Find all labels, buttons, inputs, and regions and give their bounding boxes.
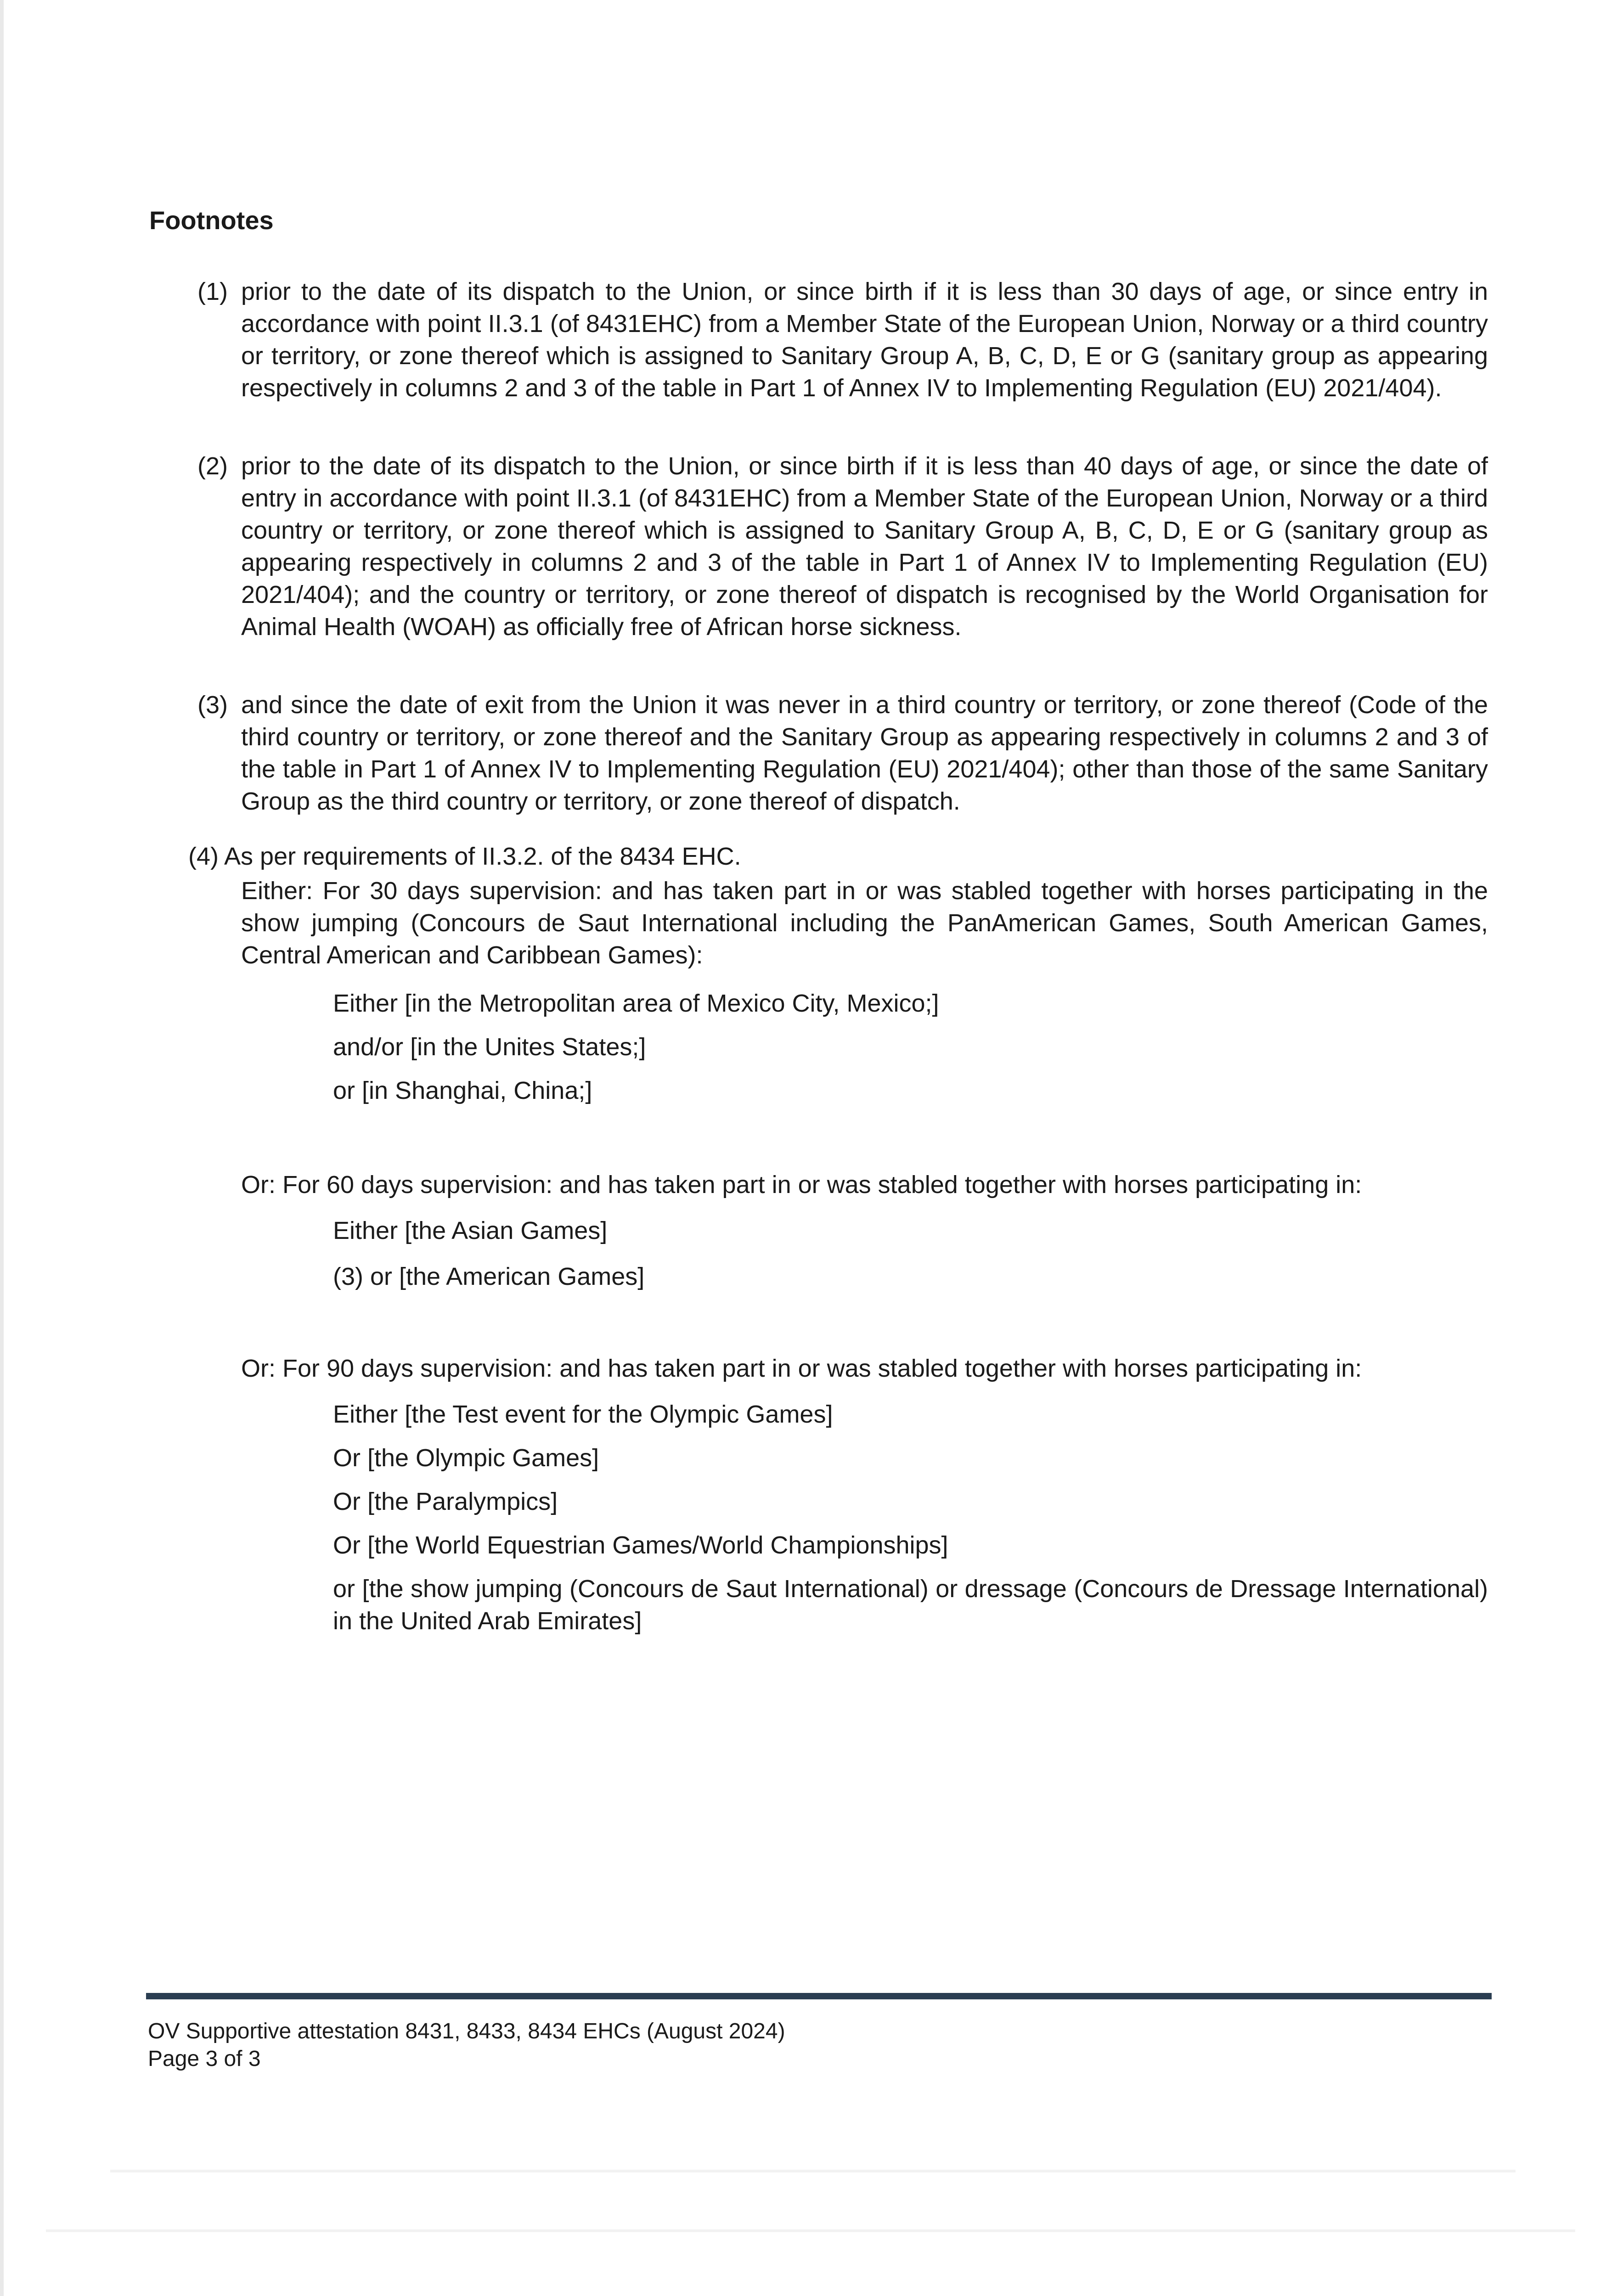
footnote-text: prior to the date of its dispatch to the Union, or since birth if it is less than 40 days of age, or since the date of entry in accordance with point II.3.1 (of 8431EHC) from a Member State of the European Union, Norway or a third country or territory, or zone thereof which is assigned to Sanitary Group A, B, C, D, E or G (sanitary group as appearing respectively in columns 2 and 3 of the table in Part 1 of Annex IV to Implementing Regulation (EU) 2021/404); and the country or territory, or zone thereof of dispatch is recognised by the World Organisation for Animal Health (WOAH) as officially free of African horse sickness. (241, 452, 1488, 641)
list-90-item: Or [the Paralympics] (333, 1488, 558, 1515)
footnote-number: (2) (197, 452, 228, 480)
footnote-text: and since the date of exit from the Union it was never in a third country or territory, or zone thereof (Code of the third country or territory, or zone thereof and the Sanitary Group as appearing respectively in columns 2 and 3 of the table in Part 1 of Annex IV to Implementing Regulation (EU) 2021/404); other than those of the same Sanitary Group as the third country or territory, or zone thereof of dispatch. (241, 691, 1488, 815)
footnote-4-or-90-days: Or: For 90 days supervision: and has taken part in or was stabled together with horses participating in: (241, 1355, 1362, 1382)
list-30-item: Either [in the Metropolitan area of Mexico City, Mexico;] (333, 990, 939, 1017)
scan-smudge (110, 2170, 1516, 2172)
footnote-number: (1) (197, 278, 228, 305)
list-30-item: or [in Shanghai, China;] (333, 1077, 592, 1104)
list-90-item: or [the show jumping (Concours de Saut International) or dressage (Concours de Dressage International) in the United Arab Emirates] (333, 1575, 1488, 1635)
list-30-item: and/or [in the Unites States;] (333, 1033, 646, 1061)
footer-page-number: Page 3 of 3 (148, 2047, 261, 2071)
list-60-item: (3) or [the American Games] (333, 1263, 645, 1290)
footnote-4-intro: (4) As per requirements of II.3.2. of the 8434 EHC. (188, 843, 741, 870)
list-90-item: Either [the Test event for the Olympic Games] (333, 1401, 833, 1428)
list-90-item: Or [the Olympic Games] (333, 1444, 599, 1472)
footer-title: OV Supportive attestation 8431, 8433, 8434 EHCs (August 2024) (148, 2019, 785, 2043)
footnote-text: prior to the date of its dispatch to the Union, or since birth if it is less than 30 days of age, or since entry in accordance with point II.3.1 (of 8431EHC) from a Member State of the European Union, Norway or a third country or territory, or zone thereof which is assigned to Sanitary Group A, B, C, D, E or G (sanitary group as appearing respectively in columns 2 and 3 of the table in Part 1 of Annex IV to Implementing Regulation (EU) 2021/404). (241, 278, 1488, 402)
list-60-item: Either [the Asian Games] (333, 1217, 608, 1244)
footnote-4-or-60-days: Or: For 60 days supervision: and has taken part in or was stabled together with horses participating in: (241, 1171, 1362, 1199)
footnotes-heading: Footnotes (149, 206, 274, 235)
footnote-number: (3) (197, 691, 228, 719)
scan-smudge (46, 2229, 1575, 2232)
footer-rule (146, 1993, 1492, 1999)
scan-edge (0, 0, 4, 2296)
footnote-4-either-30-days: Either: For 30 days supervision: and has taken part in or was stabled together with horses participating in the show jumping (Concours de Saut International including the PanAmerican Games, South American Games, Central American and Caribbean Games): (241, 877, 1488, 969)
list-90-item: Or [the World Equestrian Games/World Championships] (333, 1531, 948, 1559)
